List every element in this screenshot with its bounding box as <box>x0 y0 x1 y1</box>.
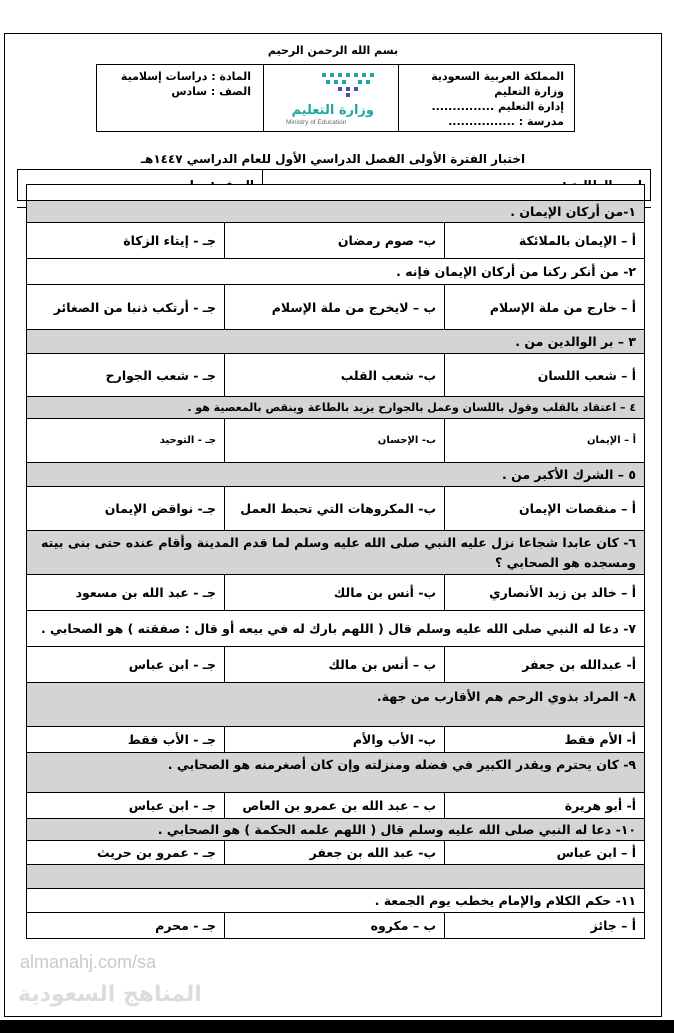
option-c[interactable]: جـ - أرتكب ذنبا من الصغائر <box>27 285 225 330</box>
option-c[interactable]: جـ - عمرو بن حريث <box>27 841 225 865</box>
option-a[interactable]: أ – خالد بن زيد الأنصاري <box>445 575 645 611</box>
question-row <box>27 531 645 575</box>
option-c[interactable]: جـ - شعب الجوارح <box>27 354 225 397</box>
answer-row <box>27 793 645 819</box>
question-text: ٢- من أنكر ركنا من أركان الإيمان فإنه . <box>27 259 645 285</box>
option-c[interactable]: جـ - ابن عباس <box>27 647 225 683</box>
option-b[interactable]: ب- الإحسان <box>225 419 445 463</box>
option-b[interactable]: ب- صوم رمضان <box>225 223 445 259</box>
option-b[interactable]: ب – عبد الله بن عمرو بن العاص <box>225 793 445 819</box>
option-a[interactable]: أ – منقصات الإيمان <box>445 487 645 531</box>
option-c[interactable]: جـ - عبد الله بن مسعود <box>27 575 225 611</box>
option-c[interactable]: جـ - محرم <box>27 913 225 939</box>
bottom-bar <box>0 1020 674 1033</box>
header-line: وزارة التعليم <box>494 85 564 98</box>
question-text: ١١- حكم الكلام والإمام يخطب يوم الجمعة . <box>27 889 645 913</box>
option-c[interactable]: جـ - ابن عباس <box>27 793 225 819</box>
question-row <box>27 330 645 354</box>
option-a[interactable]: أ- الأم فقط <box>445 727 645 753</box>
header-line: مدرسة : ................ <box>448 115 564 128</box>
bismillah: بسم الله الرحمن الرحيم <box>267 44 399 57</box>
answer-row <box>27 727 645 753</box>
question-text: ٤ – اعتقاد بالقلب وقول باللسان وعمل بالجوارح يزيد بالطاعة وينقص بالمعصية هو . <box>27 397 645 419</box>
option-b[interactable]: ب- أنس بن مالك <box>225 575 445 611</box>
question-row <box>27 463 645 487</box>
question-text: ٦- كان عابدا شجاعا نزل عليه النبي صلى الله عليه وسلم لما قدم المدينة وأقام عنده حتى بنى بيته ومسجده هو الصحابي ؟ <box>27 531 645 575</box>
option-a[interactable]: أ – الإيمان بالملائكة <box>445 223 645 259</box>
question-text: ١٠- دعا له النبي صلى الله عليه وسلم قال ( اللهم علمه الحكمة ) هو الصحابي . <box>27 819 645 841</box>
ministry-logo-icon <box>320 71 380 99</box>
exam-title: اختبار الفترة الأولى الفصل الدراسي الأول للعام الدراسي ١٤٤٧هـ <box>140 152 526 166</box>
logo-subtext: Ministry of Education <box>286 119 347 126</box>
option-a[interactable]: أ- أبو هريرة <box>445 793 645 819</box>
question-row <box>27 753 645 793</box>
question-row <box>27 397 645 419</box>
option-c[interactable]: جـ - الأب فقط <box>27 727 225 753</box>
option-c[interactable]: جـ - إيتاء الزكاة <box>27 223 225 259</box>
grade-line: الصف : سادس <box>171 85 251 98</box>
answer-row <box>27 285 645 330</box>
answer-row <box>27 647 645 683</box>
question-text: ٣ – بر الوالدين من . <box>27 330 645 354</box>
option-a[interactable]: أ- عبدالله بن جعفر <box>445 647 645 683</box>
answer-row <box>27 354 645 397</box>
option-a[interactable]: أ – جائز <box>445 913 645 939</box>
option-b[interactable]: ب- الأب والأم <box>225 727 445 753</box>
question-row <box>27 201 645 223</box>
header-logo-box <box>263 64 399 132</box>
header-line: المملكة العربية السعودية <box>431 70 564 83</box>
option-b[interactable]: ب- المكروهات التي تحبط العمل <box>225 487 445 531</box>
watermark-site: almanahj.com/sa <box>20 952 157 972</box>
question-row <box>27 889 645 913</box>
question-text: ٩- كان يحترم ويقدر الكبير في فضله ومنزلته وإن كان أصغرمنه هو الصحابي . <box>27 753 645 793</box>
option-b[interactable]: ب – مكروه <box>225 913 445 939</box>
question-text: ٥ – الشرك الأكبر من . <box>27 463 645 487</box>
option-b[interactable]: ب – لايخرج من ملة الإسلام <box>225 285 445 330</box>
question-row <box>27 683 645 727</box>
header-right-box <box>398 64 575 132</box>
logo-text: وزارة التعليم <box>291 103 374 118</box>
question-row <box>27 259 645 285</box>
answer-row <box>27 223 645 259</box>
option-a[interactable]: أ – ابن عباس <box>445 841 645 865</box>
question-row <box>27 819 645 841</box>
option-b[interactable]: ب- عبد الله بن جعفر <box>225 841 445 865</box>
option-a[interactable]: أ – خارج من ملة الإسلام <box>445 285 645 330</box>
subject-line: المادة : دراسات إسلامية <box>120 70 251 83</box>
option-c[interactable]: جـ - التوحيد <box>27 419 225 463</box>
question-text: ١-من أركان الإيمان . <box>27 201 645 223</box>
watermark-arabic: المناهج السعودية <box>18 982 202 1007</box>
header-left-box <box>96 64 264 132</box>
questions-table <box>26 184 645 939</box>
answer-row <box>27 419 645 463</box>
answer-row <box>27 841 645 865</box>
question-text: ٨- المراد بذوي الرحم هم الأقارب من جهة. <box>27 683 645 727</box>
answer-row <box>27 487 645 531</box>
answer-row <box>27 913 645 939</box>
blank-row <box>27 865 645 889</box>
option-b[interactable]: ب- شعب القلب <box>225 354 445 397</box>
question-text: ٧- دعا له النبي صلى الله عليه وسلم قال ( اللهم بارك له في بيعه أو قال : صفقته ) هو الصحابي . <box>27 611 645 647</box>
header-line: إدارة التعليم ............... <box>431 100 564 113</box>
table-top-spacer <box>27 185 645 201</box>
option-a[interactable]: أ – الإيمان <box>445 419 645 463</box>
option-a[interactable]: أ – شعب اللسان <box>445 354 645 397</box>
option-b[interactable]: ب – أنس بن مالك <box>225 647 445 683</box>
question-row <box>27 611 645 647</box>
option-c[interactable]: جـ- نواقض الإيمان <box>27 487 225 531</box>
answer-row <box>27 575 645 611</box>
